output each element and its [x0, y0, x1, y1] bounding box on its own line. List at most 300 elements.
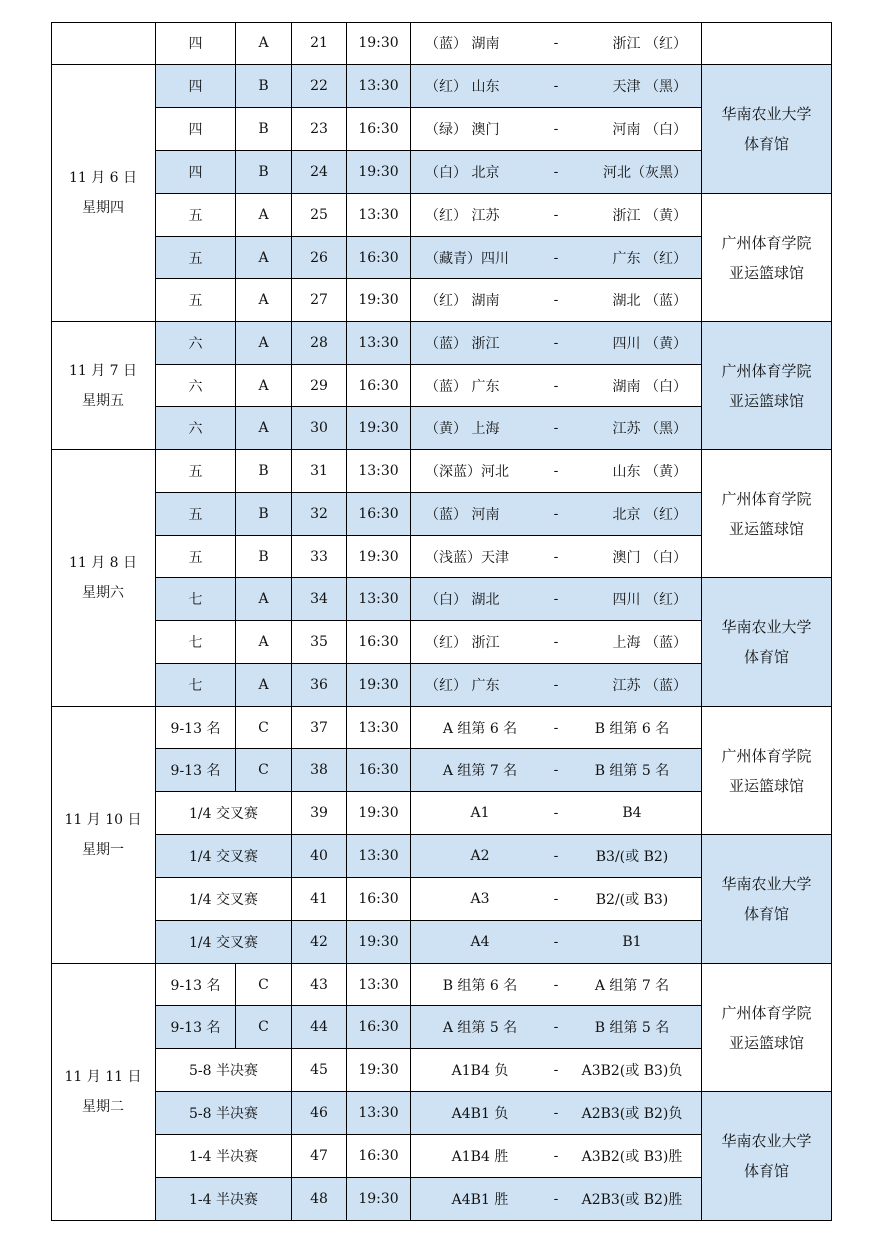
- round-label: 1/4 交叉赛: [189, 892, 258, 908]
- round-label: 六: [188, 421, 203, 437]
- venue-hall: 亚运篮球馆: [728, 263, 804, 282]
- match-number: 32: [310, 506, 328, 522]
- match-number: 40: [310, 848, 328, 864]
- versus-dash: -: [553, 35, 559, 51]
- venue-hall: 亚运篮球馆: [728, 776, 804, 795]
- away-team: 河南 （白）: [612, 122, 687, 138]
- match-time: 19:30: [358, 677, 399, 693]
- round-cell: [156, 921, 292, 964]
- match-number-cell: [292, 792, 347, 835]
- time-cell: [347, 493, 411, 536]
- match-number: 22: [310, 78, 328, 94]
- date-cell: [51, 65, 156, 322]
- round-label: 五: [188, 507, 203, 523]
- match-number: 46: [310, 1105, 328, 1121]
- time-cell: [347, 151, 411, 194]
- round-cell: [156, 22, 236, 65]
- match-number-cell: [292, 22, 347, 65]
- match-number-cell: [292, 237, 347, 279]
- time-cell: [347, 707, 411, 749]
- venue-cell: [702, 65, 832, 194]
- match-time: 19:30: [358, 164, 399, 180]
- match-time: 19:30: [358, 35, 399, 51]
- matchup-cell: [411, 878, 702, 921]
- group-label: B: [258, 463, 269, 479]
- match-number: 37: [310, 719, 328, 736]
- group-cell: [236, 237, 292, 279]
- home-team: A3: [470, 891, 490, 907]
- versus-dash: -: [553, 591, 559, 607]
- group-cell: [236, 322, 292, 365]
- match-number-cell: [292, 1092, 347, 1135]
- match-number: 36: [310, 677, 328, 693]
- group-label: B: [258, 548, 269, 565]
- group-label: C: [258, 762, 269, 778]
- group-label: B: [258, 121, 269, 137]
- matchup-cell: [411, 279, 702, 322]
- group-label: A: [258, 591, 269, 607]
- time-cell: [347, 664, 411, 707]
- match-time: 16:30: [358, 377, 399, 394]
- match-number: 48: [310, 1191, 328, 1207]
- match-date: 11 月 10 日: [64, 812, 142, 828]
- round-label: 五: [188, 293, 203, 309]
- match-time: 19:30: [358, 1191, 399, 1207]
- match-number: 43: [310, 976, 328, 993]
- match-number-cell: [292, 835, 347, 878]
- away-team: 天津 （黑）: [612, 79, 687, 95]
- away-team: 浙江 （红）: [612, 36, 687, 52]
- time-cell: [347, 878, 411, 921]
- home-team: （蓝） 浙江: [425, 336, 500, 352]
- match-date: 11 月 8 日: [68, 555, 138, 571]
- time-cell: [347, 792, 411, 835]
- match-number-cell: [292, 878, 347, 921]
- match-time: 19:30: [358, 420, 399, 436]
- round-cell: [156, 878, 292, 921]
- versus-dash: -: [553, 1148, 559, 1164]
- match-number: 23: [310, 121, 328, 137]
- round-cell: [156, 194, 236, 237]
- round-cell: [156, 407, 236, 450]
- matchup-cell: [411, 621, 702, 664]
- match-weekday: 星期一: [82, 842, 124, 858]
- venue-name: 广州体育学院: [721, 233, 812, 252]
- group-cell: [236, 365, 292, 407]
- home-team: A4B1 负: [451, 1106, 509, 1122]
- round-label: 1-4 半决赛: [189, 1149, 258, 1165]
- round-label: 1/4 交叉赛: [189, 806, 258, 822]
- venue-name: 华南农业大学: [721, 105, 812, 123]
- round-cell: [156, 1049, 292, 1092]
- group-label: A: [258, 377, 269, 394]
- versus-dash: -: [553, 1105, 559, 1121]
- group-label: A: [258, 207, 269, 223]
- match-time: 19:30: [358, 292, 399, 308]
- time-cell: [347, 1178, 411, 1221]
- round-label: 四: [188, 165, 203, 181]
- group-cell: [236, 151, 292, 194]
- home-team: （蓝） 广东: [425, 378, 500, 395]
- home-team: A4B1 胜: [451, 1192, 509, 1208]
- time-cell: [347, 578, 411, 621]
- matchup-cell: [411, 493, 702, 536]
- away-team: 湖南 （白）: [612, 378, 687, 395]
- venue-name: 广州体育学院: [721, 489, 812, 508]
- round-label: 1/4 交叉赛: [189, 935, 258, 951]
- matchup-cell: [411, 151, 702, 194]
- venue-name: 广州体育学院: [721, 361, 812, 380]
- home-team: （红） 山东: [425, 79, 500, 95]
- round-label: 五: [188, 250, 203, 267]
- round-label: 9-13 名: [170, 1020, 221, 1036]
- match-number-cell: [292, 1006, 347, 1049]
- home-team: （红） 江苏: [425, 208, 500, 224]
- time-cell: [347, 22, 411, 65]
- match-number: 38: [310, 762, 328, 778]
- round-label: 9-13 名: [170, 977, 221, 994]
- round-label: 五: [188, 549, 203, 566]
- match-number: 27: [310, 292, 328, 308]
- match-time: 13:30: [358, 591, 399, 607]
- round-cell: [156, 749, 236, 792]
- match-number-cell: [292, 108, 347, 151]
- home-team: （红） 湖南: [425, 293, 500, 309]
- venue-cell: [702, 22, 832, 65]
- matchup-cell: [411, 835, 702, 878]
- match-time: 13:30: [358, 207, 399, 223]
- away-team: B1: [622, 934, 642, 950]
- match-number-cell: [292, 921, 347, 964]
- time-cell: [347, 322, 411, 365]
- round-label: 六: [188, 378, 203, 395]
- matchup-cell: [411, 1178, 702, 1221]
- match-number: 30: [310, 420, 328, 436]
- matchup-cell: [411, 1049, 702, 1092]
- versus-dash: -: [553, 1062, 559, 1078]
- home-team: （白） 湖北: [425, 592, 500, 608]
- match-number: 41: [310, 891, 328, 907]
- time-cell: [347, 835, 411, 878]
- match-weekday: 星期五: [82, 392, 124, 409]
- round-cell: [156, 322, 236, 365]
- away-team: 北京 （红）: [612, 507, 687, 523]
- round-label: 四: [188, 122, 203, 138]
- match-time: 19:30: [358, 934, 399, 950]
- time-cell: [347, 1135, 411, 1178]
- group-cell: [236, 22, 292, 65]
- group-cell: [236, 194, 292, 237]
- group-label: A: [258, 420, 269, 436]
- time-cell: [347, 450, 411, 493]
- time-cell: [347, 964, 411, 1006]
- match-number-cell: [292, 707, 347, 749]
- round-label: 9-13 名: [170, 720, 221, 737]
- versus-dash: -: [553, 121, 559, 137]
- match-time: 13:30: [358, 78, 399, 94]
- match-weekday: 星期二: [82, 1099, 124, 1115]
- group-cell: [236, 65, 292, 108]
- round-cell: [156, 108, 236, 151]
- match-number-cell: [292, 964, 347, 1006]
- home-team: A1B4 胜: [451, 1149, 509, 1165]
- group-cell: [236, 407, 292, 450]
- round-cell: [156, 365, 236, 407]
- time-cell: [347, 407, 411, 450]
- home-team: （蓝） 河南: [425, 507, 500, 523]
- match-number: 35: [310, 634, 328, 650]
- match-number: 34: [310, 591, 328, 607]
- match-number: 28: [310, 335, 328, 351]
- versus-dash: -: [553, 463, 559, 479]
- time-cell: [347, 194, 411, 237]
- versus-dash: -: [553, 548, 559, 565]
- away-team: B4: [622, 805, 642, 821]
- match-time: 16:30: [358, 634, 399, 650]
- venue-hall: 体育馆: [743, 905, 789, 923]
- match-date: 11 月 11 日: [64, 1069, 142, 1085]
- time-cell: [347, 365, 411, 407]
- venue-cell: [702, 322, 832, 450]
- away-team: B3/(或 B2): [595, 849, 669, 865]
- round-cell: [156, 1178, 292, 1221]
- time-cell: [347, 279, 411, 322]
- versus-dash: -: [553, 891, 559, 907]
- away-team: B 组第 5 名: [594, 1020, 670, 1036]
- away-team: 四川 （黄）: [612, 336, 687, 352]
- venue-hall: 亚运篮球馆: [728, 391, 804, 410]
- match-number-cell: [292, 450, 347, 493]
- home-team: A 组第 6 名: [442, 720, 518, 737]
- matchup-cell: [411, 921, 702, 964]
- round-label: 五: [188, 464, 203, 480]
- time-cell: [347, 237, 411, 279]
- time-cell: [347, 108, 411, 151]
- group-cell: [236, 493, 292, 536]
- date-cell: [51, 964, 156, 1221]
- versus-dash: -: [553, 1191, 559, 1207]
- versus-dash: -: [553, 634, 559, 650]
- round-label: 七: [188, 635, 203, 651]
- time-cell: [347, 1092, 411, 1135]
- matchup-cell: [411, 65, 702, 108]
- match-number-cell: [292, 749, 347, 792]
- round-label: 五: [188, 208, 203, 224]
- versus-dash: -: [553, 164, 559, 180]
- versus-dash: -: [553, 762, 559, 778]
- matchup-cell: [411, 322, 702, 365]
- group-cell: [236, 621, 292, 664]
- match-number-cell: [292, 621, 347, 664]
- match-time: 13:30: [358, 976, 399, 993]
- group-cell: [236, 536, 292, 578]
- round-label: 四: [188, 79, 203, 95]
- time-cell: [347, 1006, 411, 1049]
- match-time: 13:30: [358, 335, 399, 351]
- match-time: 16:30: [358, 121, 399, 137]
- group-label: C: [258, 1019, 269, 1035]
- matchup-cell: [411, 707, 702, 749]
- versus-dash: -: [553, 78, 559, 94]
- round-cell: [156, 707, 236, 749]
- group-label: A: [258, 677, 269, 693]
- away-team: 上海 （蓝）: [612, 635, 687, 651]
- away-team: A 组第 7 名: [594, 977, 670, 994]
- date-cell: [51, 322, 156, 450]
- home-team: （藏青）四川: [425, 250, 509, 267]
- match-number: 47: [310, 1148, 328, 1164]
- matchup-cell: [411, 1006, 702, 1049]
- matchup-cell: [411, 749, 702, 792]
- matchup-cell: [411, 664, 702, 707]
- round-cell: [156, 621, 236, 664]
- match-number: 24: [310, 164, 328, 180]
- match-weekday: 星期六: [82, 585, 124, 601]
- round-cell: [156, 493, 236, 536]
- venue-name: 广州体育学院: [721, 746, 812, 765]
- match-number-cell: [292, 322, 347, 365]
- group-cell: [236, 108, 292, 151]
- venue-cell: [702, 964, 832, 1092]
- match-number: 26: [310, 249, 328, 266]
- home-team: （蓝） 湖南: [425, 36, 500, 52]
- group-label: A: [258, 335, 269, 351]
- home-team: A1: [470, 805, 490, 821]
- match-time: 19:30: [358, 1062, 399, 1078]
- round-cell: [156, 792, 292, 835]
- away-team: A3B2(或 B3)负: [581, 1063, 683, 1079]
- round-label: 9-13 名: [170, 763, 221, 779]
- matchup-cell: [411, 407, 702, 450]
- match-time: 19:30: [358, 805, 399, 821]
- round-cell: [156, 450, 236, 493]
- group-label: A: [258, 249, 269, 266]
- time-cell: [347, 749, 411, 792]
- versus-dash: -: [553, 249, 559, 266]
- group-cell: [236, 279, 292, 322]
- group-label: B: [258, 164, 269, 180]
- venue-hall: 亚运篮球馆: [728, 519, 804, 538]
- match-number: 45: [310, 1062, 328, 1078]
- match-number: 29: [310, 377, 328, 394]
- match-number-cell: [292, 493, 347, 536]
- venue-cell: [702, 194, 832, 322]
- versus-dash: -: [553, 207, 559, 223]
- match-time: 19:30: [358, 548, 399, 565]
- match-time: 16:30: [358, 1019, 399, 1035]
- versus-dash: -: [553, 805, 559, 821]
- venue-hall: 亚运篮球馆: [728, 1033, 804, 1052]
- away-team: 湖北 （蓝）: [612, 293, 687, 309]
- match-date: 11 月 6 日: [68, 170, 138, 186]
- away-team: 浙江 （黄）: [612, 208, 687, 224]
- round-cell: [156, 151, 236, 194]
- match-number: 33: [310, 548, 328, 565]
- versus-dash: -: [553, 506, 559, 522]
- home-team: （绿） 澳门: [425, 122, 500, 138]
- matchup-cell: [411, 450, 702, 493]
- versus-dash: -: [553, 1019, 559, 1035]
- group-cell: [236, 964, 292, 1006]
- versus-dash: -: [553, 677, 559, 693]
- venue-cell: [702, 835, 832, 964]
- match-number-cell: [292, 536, 347, 578]
- date-cell: [51, 22, 156, 65]
- time-cell: [347, 536, 411, 578]
- venue-cell: [702, 1092, 832, 1221]
- home-team: A2: [470, 848, 490, 864]
- versus-dash: -: [553, 292, 559, 308]
- matchup-cell: [411, 194, 702, 237]
- versus-dash: -: [553, 848, 559, 864]
- home-team: （黄） 上海: [425, 421, 500, 437]
- versus-dash: -: [553, 976, 559, 993]
- matchup-cell: [411, 1135, 702, 1178]
- match-time: 13:30: [358, 1105, 399, 1121]
- round-label: 七: [188, 678, 203, 694]
- match-number: 31: [310, 463, 328, 479]
- time-cell: [347, 1049, 411, 1092]
- match-number-cell: [292, 65, 347, 108]
- home-team: A 组第 7 名: [442, 763, 518, 779]
- venue-hall: 体育馆: [743, 135, 789, 153]
- match-number: 25: [310, 207, 328, 223]
- home-team: （红） 浙江: [425, 635, 500, 651]
- away-team: 澳门 （白）: [612, 549, 687, 566]
- schedule-table: [51, 22, 832, 1221]
- match-date: 11 月 7 日: [68, 362, 138, 379]
- round-label: 5-8 半决赛: [189, 1106, 258, 1122]
- match-number: 42: [310, 934, 328, 950]
- match-number-cell: [292, 279, 347, 322]
- match-time: 16:30: [358, 1148, 399, 1164]
- time-cell: [347, 921, 411, 964]
- round-label: 七: [188, 592, 203, 608]
- match-number-cell: [292, 1049, 347, 1092]
- match-number-cell: [292, 407, 347, 450]
- match-number-cell: [292, 664, 347, 707]
- matchup-cell: [411, 536, 702, 578]
- away-team: 四川 （红）: [612, 592, 687, 608]
- away-team: B2/(或 B3): [595, 892, 669, 908]
- versus-dash: -: [553, 420, 559, 436]
- group-label: A: [258, 292, 269, 308]
- match-number-cell: [292, 1178, 347, 1221]
- versus-dash: -: [553, 377, 559, 394]
- versus-dash: -: [553, 335, 559, 351]
- round-cell: [156, 279, 236, 322]
- group-cell: [236, 450, 292, 493]
- group-label: C: [258, 719, 269, 736]
- time-cell: [347, 621, 411, 664]
- time-cell: [347, 65, 411, 108]
- group-cell: [236, 578, 292, 621]
- round-cell: [156, 1135, 292, 1178]
- match-weekday: 星期四: [82, 200, 124, 216]
- away-team: 河北（灰黑）: [603, 165, 687, 181]
- group-label: C: [258, 976, 269, 993]
- home-team: A1B4 负: [451, 1063, 509, 1079]
- venue-cell: [702, 707, 832, 835]
- match-number-cell: [292, 365, 347, 407]
- match-number: 44: [310, 1019, 328, 1035]
- match-number-cell: [292, 151, 347, 194]
- group-cell: [236, 707, 292, 749]
- group-label: B: [258, 506, 269, 522]
- match-time: 13:30: [358, 848, 399, 864]
- venue-name: 华南农业大学: [721, 618, 812, 636]
- venue-hall: 体育馆: [743, 648, 789, 666]
